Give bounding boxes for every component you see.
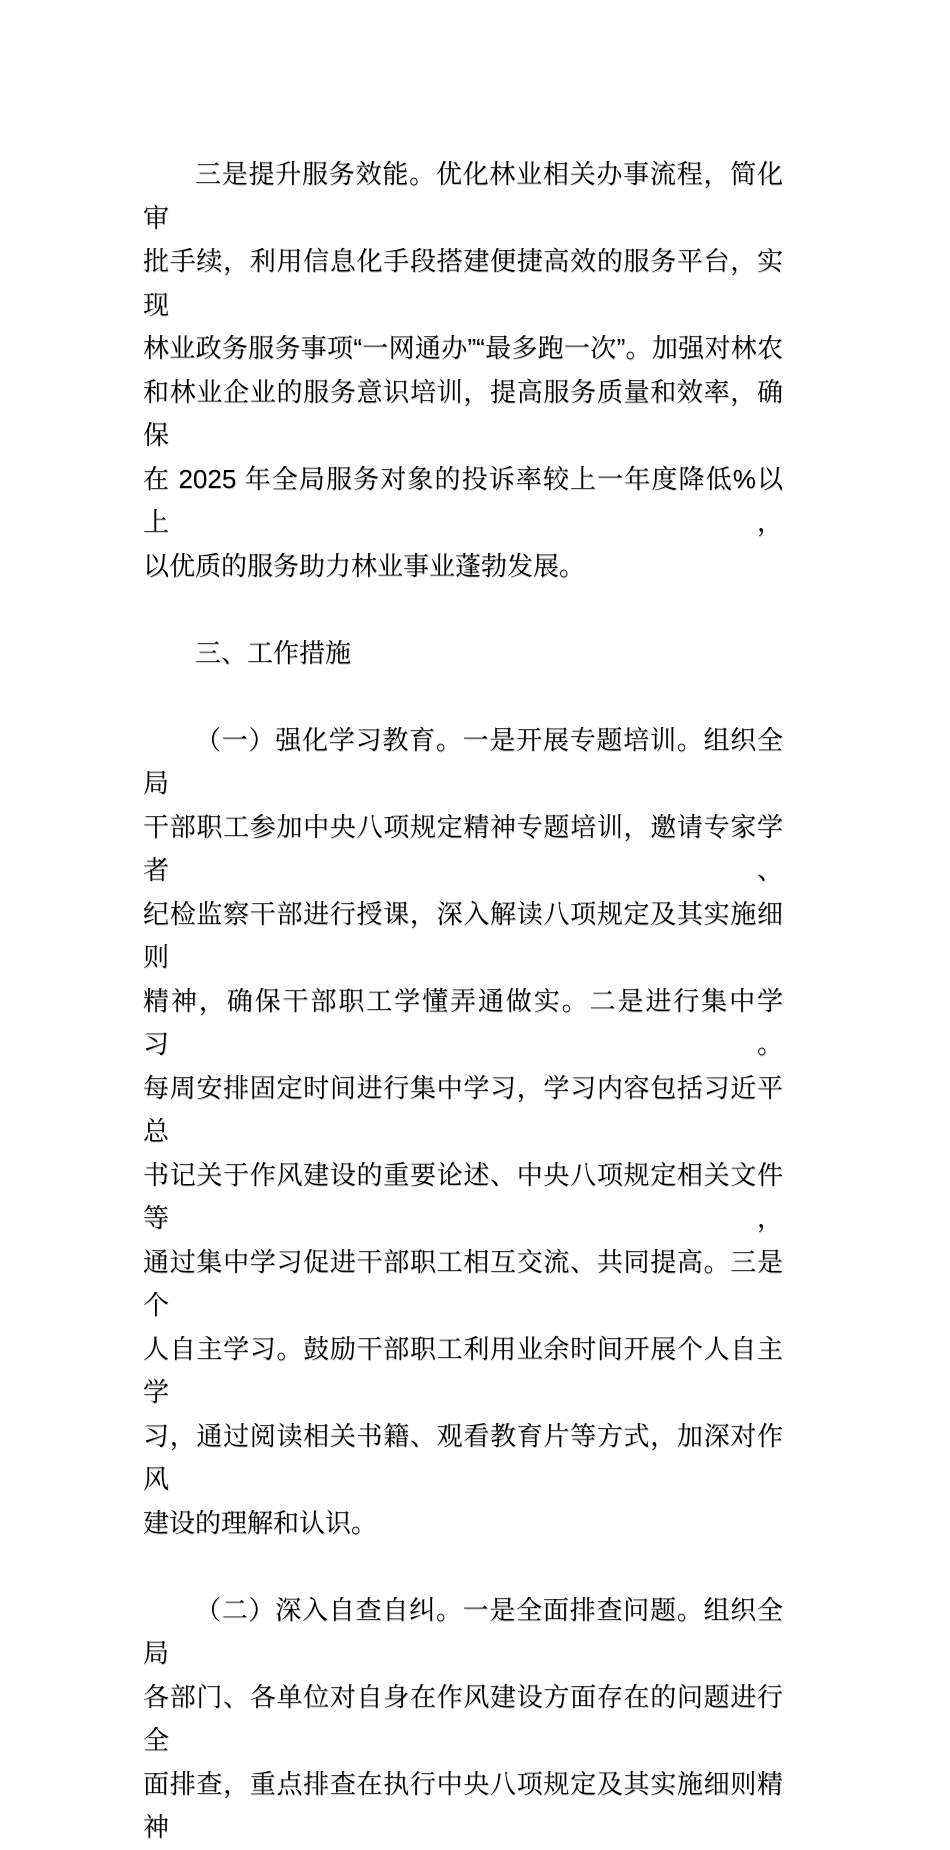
section-heading-text: 三、工作措施 — [195, 637, 352, 668]
text-line: 通过集中学习促进干部职工相互交流、共同提高。三是个 — [143, 1246, 783, 1320]
text-line: 面排查，重点排查在执行中央八项规定及其实施细则精神 — [143, 1768, 783, 1842]
text-line: 精神，确保干部职工学懂弄通做实。二是进行集中学习。 — [143, 985, 783, 1059]
text-line: （一）强化学习教育。一是开展专题培训。组织全局 — [143, 724, 783, 798]
text-line: 人自主学习。鼓励干部职工利用业余时间开展个人自主学 — [143, 1333, 783, 1407]
text-line: 各部门、各单位对自身在作风建设方面存在的问题进行全 — [143, 1681, 783, 1755]
section-heading-work-measures — [143, 632, 783, 676]
text-line: 批手续，利用信息化手段搭建便捷高效的服务平台，实现 — [143, 246, 783, 320]
paragraph-learning-education — [143, 719, 783, 1546]
text-line: 习，通过阅读相关书籍、观看教育片等方式，加深对作风 — [143, 1420, 783, 1494]
text-line: 和林业企业的服务意识培训，提高服务质量和效率，确保 — [143, 376, 783, 450]
text-line: 林业政务服务事项“一网通办”“最多跑一次”。加强对林农 — [143, 333, 783, 363]
text-line: 书记关于作风建设的重要论述、中央八项规定相关文件等， — [143, 1159, 783, 1233]
text-line: （二）深入自查自纠。一是全面排查问题。组织全局 — [143, 1594, 783, 1668]
text-line: 以优质的服务助力林业事业蓬勃发展。 — [143, 550, 586, 581]
text-line: 三是提升服务效能。优化林业相关办事流程，简化审 — [143, 159, 783, 233]
text-line: 建设的理解和认识。 — [143, 1507, 378, 1538]
text-line: 每周安排固定时间进行集中学习，学习内容包括习近平总 — [143, 1072, 783, 1146]
text-line: 纪检监察干部进行授课，深入解读八项规定及其实施细则 — [143, 898, 783, 972]
text-line: 干部职工参加中央八项规定精神专题培训，邀请专家学者、 — [143, 811, 783, 885]
paragraph-service-efficiency — [143, 153, 783, 588]
text-line: 在 2025 年全局服务对象的投诉率较上一年度降低%以上， — [143, 463, 783, 537]
paragraph-self-inspection — [143, 1589, 783, 1850]
document-body — [143, 153, 783, 1850]
